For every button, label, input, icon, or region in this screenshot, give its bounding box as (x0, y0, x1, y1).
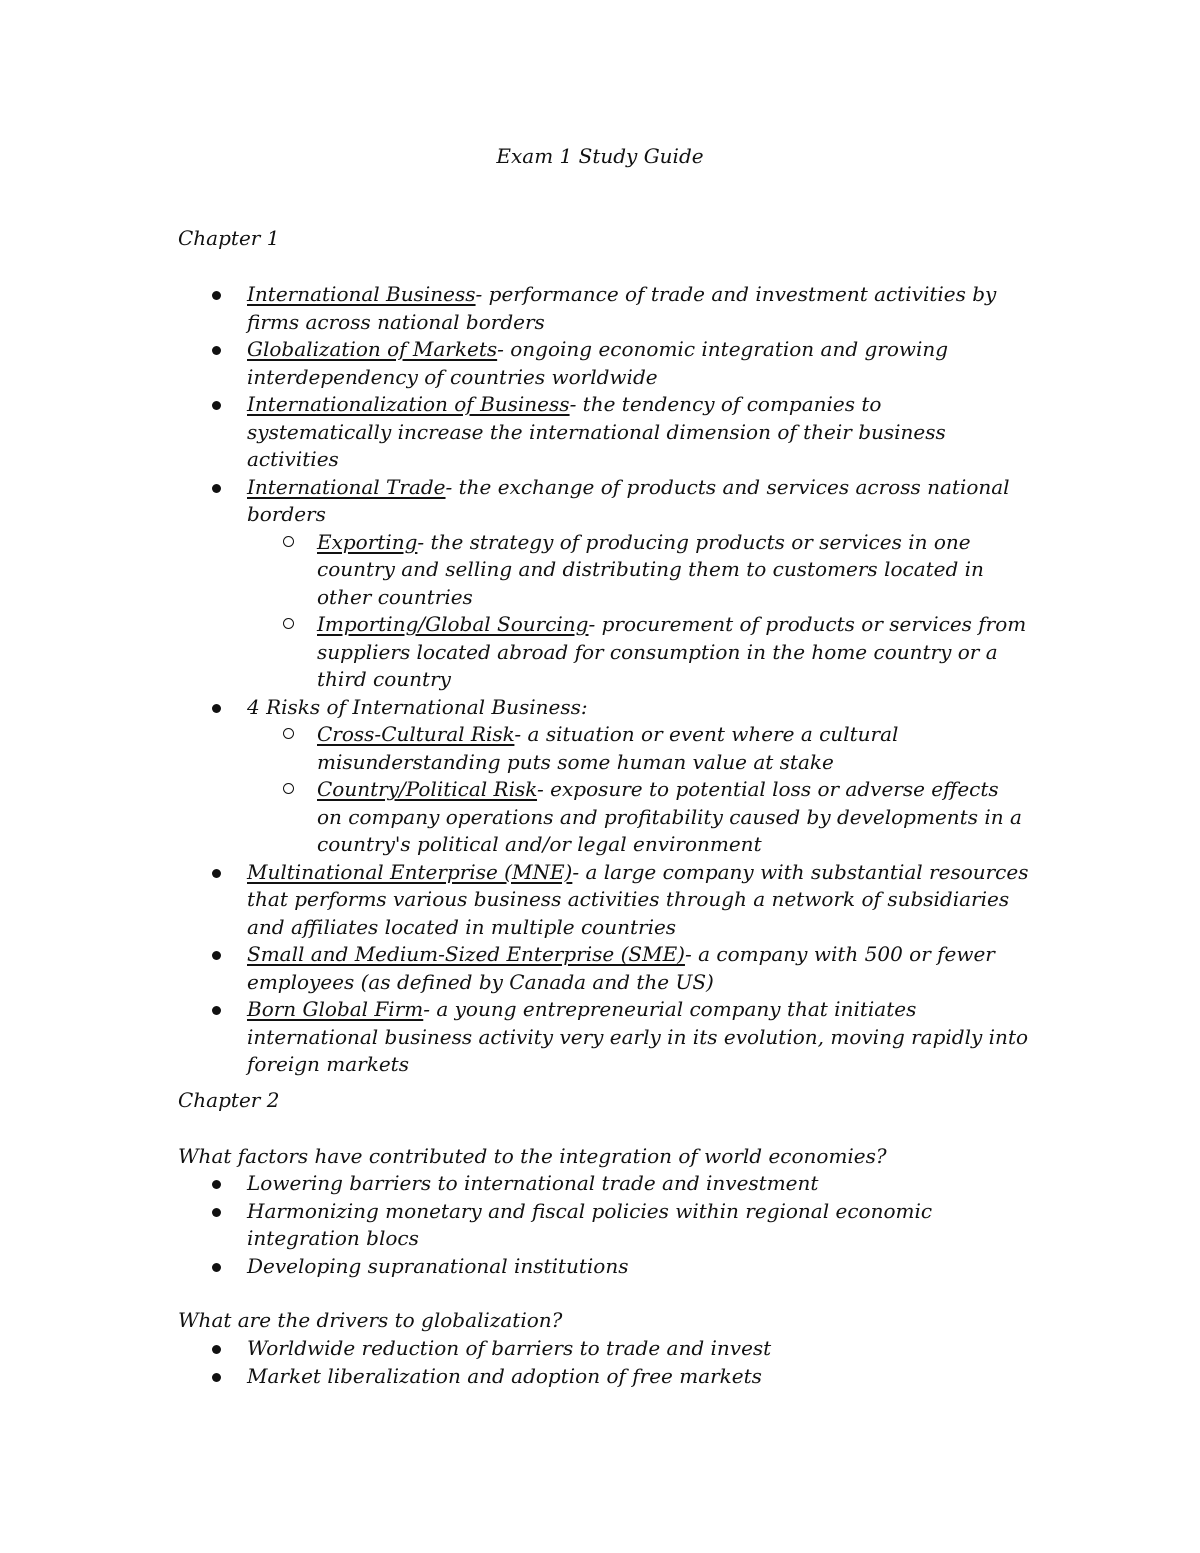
document-title: Exam 1 Study Guide (496, 144, 704, 168)
list-item-internationalization-of-business (0, 391, 1200, 474)
list-item-international-trade (0, 474, 1200, 694)
circle-bullet-icon (283, 536, 294, 547)
item-text: 4 Risks of International Business: (247, 694, 588, 719)
term: Exporting (317, 529, 418, 554)
bullet-icon (212, 1006, 221, 1015)
circle-bullet-icon (283, 783, 294, 794)
bullet-icon (212, 1373, 221, 1382)
bullet-icon (212, 704, 221, 713)
term: Small and Medium-Sized Enterprise (SME) (247, 942, 685, 966)
circle-bullet-icon (283, 618, 294, 629)
term: Born Global Firm (247, 997, 424, 1021)
sub-item-country-political-risk (317, 776, 1027, 859)
term: Cross-Cultural Risk (317, 722, 515, 746)
item-text: Lowering barriers to international trade and investment (247, 1171, 819, 1195)
term: Importing/Global Sourcing (317, 612, 589, 636)
definition: - the tendency of companies to systematically increase the international dimension of their business activities (247, 392, 946, 471)
item-text: Worldwide reduction of barriers to trade and invest (247, 1336, 772, 1360)
bullet-icon (212, 291, 221, 300)
definition: - a company with 500 or fewer employees (as defined by Canada and the US) (247, 942, 995, 994)
list-item-international-business (0, 281, 1200, 336)
definition: - ongoing economic integration and growing interdependency of countries worldwide (247, 337, 949, 389)
sub-item-cross-cultural-risk (317, 721, 1027, 776)
list-item-four-risks (0, 694, 1200, 859)
bullet-icon (212, 869, 221, 878)
term: Country/Political Risk (317, 777, 538, 801)
list-item (0, 1363, 1200, 1391)
globalization-drivers-list (0, 1335, 1200, 1390)
bullet-icon (212, 951, 221, 960)
sub-item-exporting (317, 529, 1027, 612)
term: Internationalization of Business (247, 392, 570, 416)
sub-list (247, 721, 1030, 859)
chapter-1-heading: Chapter 1 (178, 226, 280, 250)
circle-bullet-icon (283, 728, 294, 739)
bullet-icon (212, 1263, 221, 1272)
list-item-globalization-of-markets (0, 336, 1200, 391)
bullet-icon (212, 1180, 221, 1189)
definition: - performance of trade and investment activities by firms across national borders (247, 282, 997, 334)
question-integration: What factors have contributed to the integration of world economies? (178, 1144, 887, 1168)
list-item-born-global-firm (0, 996, 1200, 1079)
chapter-2-heading: Chapter 2 (178, 1088, 280, 1112)
item-text: Developing supranational institutions (247, 1253, 629, 1278)
definition: - the strategy of producing products or services in one country and selling and distributing them to customers located in other countries (317, 529, 984, 609)
definition: - a large company with substantial resources that performs various business activities through a network of subsidiaries and affiliates located in multiple countries (247, 859, 1029, 939)
sub-item-importing (317, 611, 1027, 694)
term: Globalization of Markets (247, 337, 498, 361)
list-item (0, 1170, 1200, 1198)
term: Multinational Enterprise (MNE) (247, 859, 573, 884)
term: International Business (247, 282, 476, 306)
definition: - a situation or event where a cultural misunderstanding puts some human value at stake (317, 722, 899, 774)
term: International Trade (247, 474, 446, 499)
sub-list (247, 529, 1030, 694)
bullet-icon (212, 401, 221, 410)
list-item-mne (0, 859, 1200, 942)
item-text: Harmonizing monetary and fiscal policies within regional economic integration blocs (247, 1198, 933, 1250)
list-item-sme (0, 941, 1200, 996)
definition: - exposure to potential loss or adverse effects on company operations and profitability caused by developments in a country's political and/or legal environment (317, 777, 1022, 856)
bullet-icon (212, 1208, 221, 1217)
bullet-icon (212, 1345, 221, 1354)
question-drivers: What are the drivers to globalization? (178, 1308, 563, 1332)
list-item (0, 1335, 1200, 1363)
list-item (0, 1198, 1200, 1253)
definition: - procurement of products or services from suppliers located abroad for consumption in the home country or a third country (317, 612, 1027, 691)
bullet-icon (212, 484, 221, 493)
definition: - the exchange of products and services across national borders (247, 474, 1010, 526)
list-item (0, 1253, 1200, 1281)
integration-factors-list (0, 1170, 1200, 1280)
chapter-1-list (0, 281, 1200, 1079)
bullet-icon (212, 346, 221, 355)
definition: - a young entrepreneurial company that initiates international business activity very early in its evolution, moving rapidly into foreign markets (247, 997, 1029, 1076)
item-text: Market liberalization and adoption of free markets (247, 1363, 762, 1388)
